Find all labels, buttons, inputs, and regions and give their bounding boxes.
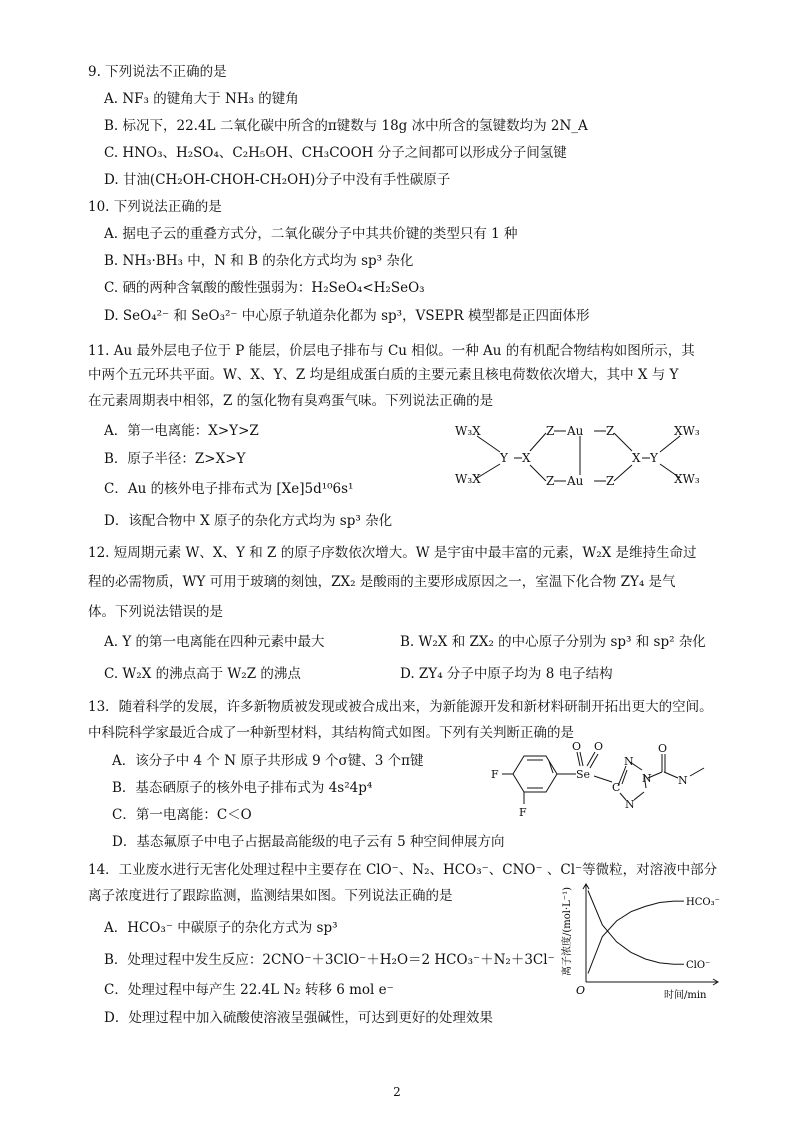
ion-concentration-chart [556, 880, 726, 1002]
q11-stem-line-3: 在元素周期表中相邻，Z 的氢化物有臭鸡蛋气味。下列说法正确的是 [88, 393, 494, 409]
q14-stem-line-1: 14．工业废水进行无害化处理过程中主要存在 ClO⁻、N₂、HCO₃⁻、CNO⁻ 、Cl⁻等微粒，对溶液中部分 [88, 862, 718, 878]
q9-stem: 9. 下列说法不正确的是 [88, 64, 227, 80]
gold-complex-structure [452, 418, 712, 498]
origin-label: O [576, 984, 586, 997]
q11-stem-line-1: 11. Au 最外层电子位于 P 能层，价层电子排布与 Cu 相似。一种 Au 的有机配合物结构如图所示，其 [88, 343, 695, 359]
x-atom-right: X [632, 451, 641, 465]
nitrogen-atom-2: N [642, 772, 652, 785]
z-atom-bottom-right: Z [606, 474, 615, 488]
au-atom-top: Au [567, 424, 584, 438]
carbon-atom-ring: C [612, 781, 621, 794]
y-atom-right: Y [650, 451, 658, 465]
oxygen-atom-1: O [572, 740, 582, 753]
series-label-0: HCO₃⁻ [686, 897, 720, 909]
q9-option-b: B. 标况下，22.4L 二氧化碳中所含的π键数与 18g 冰中所含的氢键数均为 2N_A [104, 118, 588, 134]
q14-option-c: C．处理过程中每产生 22.4L N₂ 转移 6 mol e⁻ [104, 982, 394, 998]
xw3-label-bottom: XW₃ [674, 472, 700, 486]
q12-option-b: B. W₂X 和 ZX₂ 的中心原子分别为 sp³ 和 sp² 杂化 [400, 634, 706, 650]
q11-option-a: A．第一电离能：X>Y>Z [104, 423, 259, 439]
q13-stem-line-1: 13．随着科学的发展，许多新物质被发现或被合成出来，为新能源开发和新材料研制开拓出更大的空间。 [88, 699, 713, 715]
series-line-1 [588, 891, 674, 965]
q14-option-a: A．HCO₃⁻ 中碳原子的杂化方式为 sp³ [104, 920, 338, 936]
w3x-label-bottom: W₃X [455, 472, 481, 486]
q10-option-c: C. 硒的两种含氧酸的酸性强弱为：H₂SeO₄<H₂SeO₃ [104, 280, 425, 296]
q9-option-d: D. 甘油(CH₂OH-CHOH-CH₂OH)分子中没有手性碳原子 [104, 172, 451, 188]
q14-option-b: B．处理过程中发生反应：2CNO⁻＋3ClO⁻＋H₂O＝2 HCO₃⁻＋N₂＋3Cl⁻ [104, 952, 555, 968]
q11-option-c: C．Au 的核外电子排布式为 [Xe]5d¹⁰6s¹ [104, 481, 354, 497]
nitrogen-atom-amide: N [678, 774, 688, 787]
q10-stem: 10. 下列说法正确的是 [88, 199, 222, 215]
nitrogen-atom-1: N [624, 755, 634, 768]
oxygen-atom-2: O [594, 740, 604, 753]
fluorine-atom-2: F [519, 806, 527, 819]
z-atom-top-left: Z [546, 424, 555, 438]
fluorine-atom-1: F [491, 768, 499, 781]
chart-series-group [588, 891, 720, 974]
series-label-1: ClO⁻ [686, 960, 711, 972]
z-atom-top-right: Z [606, 424, 615, 438]
q13-option-a: A．该分子中 4 个 N 原子共形成 9 个σ键、3 个π键 [112, 753, 424, 769]
q10-option-a: A. 据电子云的重叠方式分，二氧化碳分子中其共价键的类型只有 1 种 [104, 226, 518, 242]
y-axis-label: 离子浓度/(mol·L⁻¹) [562, 887, 573, 976]
q12-stem-line-2: 程的必需物质，WY 可用于玻璃的刻蚀，ZX₂ 是酸雨的主要形成原因之一，室温下化合物 ZY₄ 是气 [88, 574, 676, 590]
oxygen-atom-carbonyl: O [658, 742, 668, 755]
nitrogen-atom-3: N [625, 798, 635, 811]
q9-option-c: C. HNO₃、H₂SO₄、C₂H₅OH、CH₃COOH 分子之间都可以形成分子间氢键 [104, 145, 567, 161]
q12-option-a: A. Y 的第一电离能在四种元素中最大 [104, 634, 325, 650]
q11-option-b: B．原子半径：Z>X>Y [104, 451, 246, 467]
x-axis-label: 时间/min [664, 990, 707, 1001]
q14-option-d: D．处理过程中加入硫酸使溶液呈强碱性，可达到更好的处理效果 [104, 1010, 493, 1026]
q13-option-c: C．第一电离能：C＜O [112, 807, 252, 823]
q11-stem-line-2: 中两个五元环共平面。W、X、Y、Z 均是组成蛋白质的主要元素且核电荷数依次增大，其中 X 与 Y [88, 367, 679, 383]
page-number: 2 [393, 1085, 401, 1099]
z-atom-bottom-left: Z [546, 474, 555, 488]
x-atom-left: X [522, 451, 531, 465]
q13-option-d: D．基态氟原子中电子占据最高能级的电子云有 5 种空间伸展方向 [112, 834, 505, 850]
selenium-atom: Se [576, 768, 591, 781]
q11-option-d: D．该配合物中 X 原子的杂化方式均为 sp³ 杂化 [104, 513, 393, 529]
q12-option-d: D. ZY₄ 分子中原子均为 8 电子结构 [400, 666, 613, 682]
selenium-compound-structure [486, 738, 710, 830]
q13-option-b: B．基态硒原子的核外电子排布式为 4s²4p⁴ [112, 780, 373, 796]
xw3-label-top: XW₃ [674, 424, 700, 438]
q12-option-c: C. W₂X 的沸点高于 W₂Z 的沸点 [104, 666, 301, 682]
q10-option-b: B. NH₃·BH₃ 中，N 和 B 的杂化方式均为 sp³ 杂化 [104, 253, 414, 269]
q9-option-a: A. NF₃ 的键角大于 NH₃ 的键角 [104, 91, 299, 107]
q12-stem-line-1: 12. 短周期元素 W、X、Y 和 Z 的原子序数依次增大。W 是宇宙中最丰富的元素，W₂X 是维持生命过 [88, 545, 697, 561]
q10-option-d: D. SeO₄²⁻ 和 SeO₃²⁻ 中心原子轨道杂化都为 sp³，VSEPR 模型都是正四面体形 [104, 308, 590, 324]
q12-stem-line-3: 体。下列说法错误的是 [88, 604, 223, 620]
q14-stem-line-2: 离子浓度进行了跟踪监测，监测结果如图。下列说法正确的是 [88, 888, 453, 904]
y-atom-left: Y [500, 451, 508, 465]
q13-stem-line-2: 中科院科学家最近合成了一种新型材料，其结构简式如图。下列有关判断正确的是 [88, 725, 574, 741]
au-atom-bottom: Au [567, 474, 584, 488]
w3x-label-top: W₃X [455, 424, 481, 438]
